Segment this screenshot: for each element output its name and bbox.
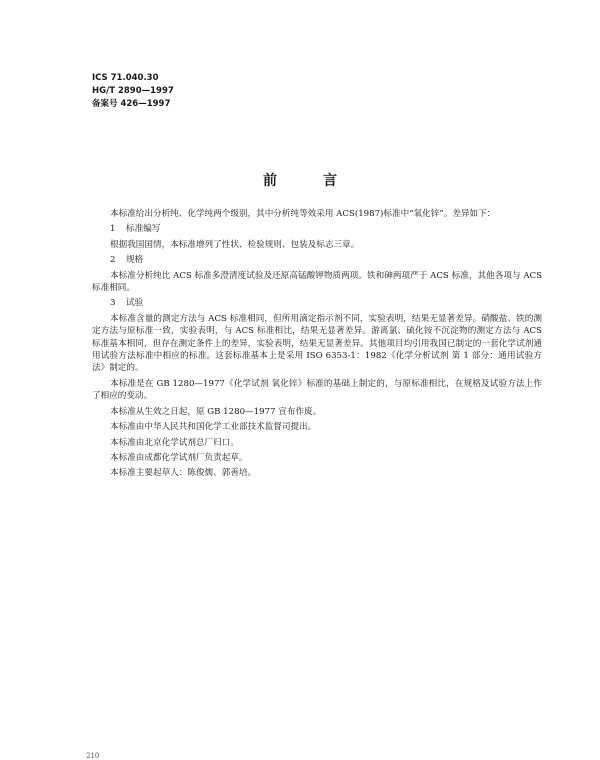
record-number: 备案号 426—1997 (92, 99, 171, 109)
ics-code: ICS 71.040.30 (92, 73, 159, 83)
proposer-paragraph: 本标准由中华人民共和国化学工业部技术监督司提出。 (110, 422, 317, 433)
effective-paragraph: 本标准从生效之日起，原 GB 1280—1977 宣布作废。 (110, 406, 322, 417)
custodian-paragraph: 本标准由北京化学试剂总厂归口。 (110, 437, 239, 448)
section-label: 标准编写 (126, 224, 161, 235)
page-title: 前言 (263, 173, 383, 189)
standard-metadata (92, 72, 174, 111)
authors-paragraph: 本标准主要起草人：陈俊儒、郭善培。 (110, 468, 257, 479)
document-body (92, 208, 542, 483)
revision-paragraph: 本标准是在 GB 1280—1977《化学试剂 氧化锌》标准的基础上制定的，与原标准相比，在规格及试验方法上作了相应的变动。 (92, 378, 542, 402)
section-number: 2 (110, 255, 116, 266)
standard-number: HG/T 2890—1997 (92, 86, 174, 96)
drafter-paragraph: 本标准由成都化学试剂厂负责起草。 (110, 452, 248, 463)
section-label: 试验 (126, 298, 144, 309)
section-3-paragraph: 本标准含量的测定方法与 ACS 标准相同，但所用滴定指示剂不同，实验表明，结果无显著差异。硝酸盐、铁的测定方法与原标准一致，实验表明，与 ACS 标准相比，结果无显著差异。游离氯、硫化铵不沉淀物的测定方法与 ACS 标准基本相同，但存在测定条件上的差异，实验表明，结果无显著差异。其他项目均引用我国已制定的一套化学试剂通用试验方法标准中相应的标准。这套标准基本上是采用 ISO 6353-1：1982《化学分析试剂 第 1 部分：通用试验方法》制定的。 (92, 313, 542, 374)
section-heading-3 (92, 297, 542, 309)
section-label: 规格 (126, 255, 144, 266)
section-number: 3 (110, 298, 116, 309)
page-number: 210 (86, 752, 100, 760)
section-2-paragraph: 本标准分析纯比 ACS 标准多澄清度试验及还原高锰酸钾物质两项。铁和砷两项严于 ACS 标准，其他各项与 ACS 标准相同。 (92, 270, 542, 294)
intro-paragraph: 本标准给出分析纯、化学纯两个级别，其中分析纯等效采用 ACS(1987)标准中“氧化锌”。差异如下： (110, 209, 496, 219)
section-heading-1 (92, 223, 542, 235)
section-1-paragraph: 根据我国国情，本标准增列了性状、检验规则、包装及标志三章。 (110, 239, 360, 250)
section-heading-2 (92, 254, 542, 266)
section-number: 1 (110, 224, 116, 235)
